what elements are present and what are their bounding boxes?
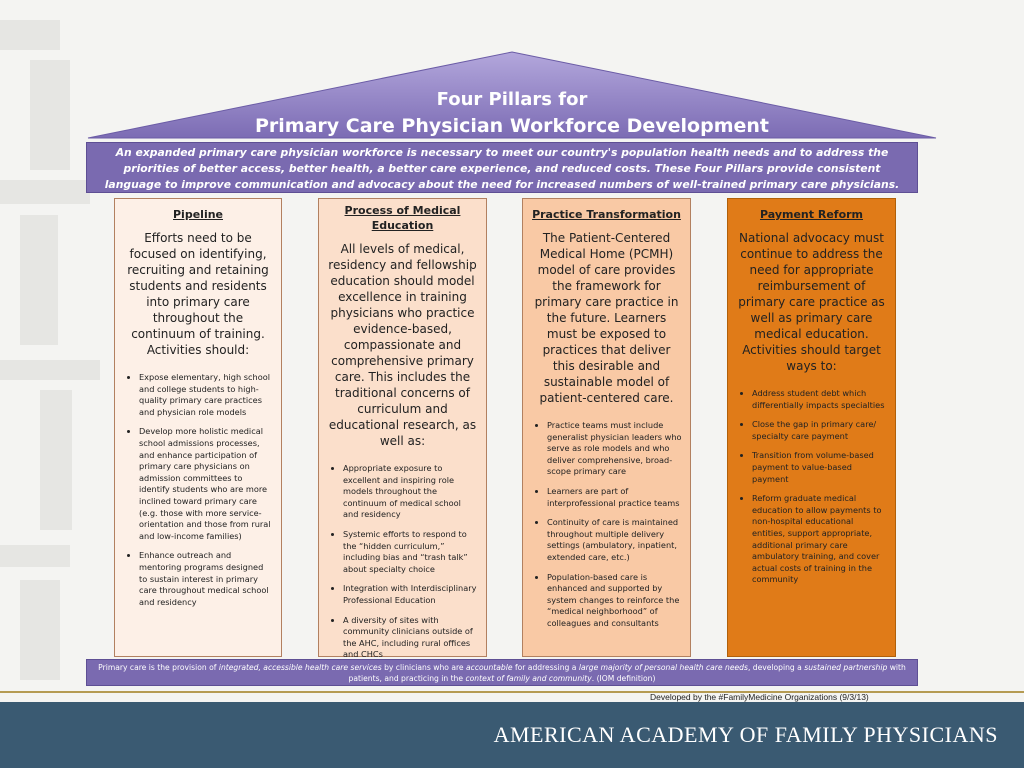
pillar-process-of-medical-education	[318, 198, 487, 660]
pillar-intro: All levels of medical, residency and fellowship education should model excellence in training physicians who practice evidence-based, compassionate and comprehensive primary care. This includes the traditional concerns of curriculum and educational research, as well as:	[328, 242, 477, 448]
list-item: • Practice teams must include generalist physician leaders who serve as role models and who deliver comprehensive, broad-scope primary care	[547, 420, 682, 478]
list-item: • Address student debt which differentially impacts specialties	[752, 388, 887, 411]
list-item: • Enhance outreach and mentoring programs designed to sustain interest in primary care throughout medical school and residency	[139, 550, 273, 608]
title-line-1: Four Pillars for	[436, 89, 588, 110]
list-item: • Population-based care is enhanced and supported by system changes to reinforce the “medical neighborhood” of colleagues and consultants	[547, 572, 682, 630]
pillar-intro: The Patient-Centered Medical Home (PCMH) model of care provides the framework for primary care practice in the future. Learners must be exposed to practices that deliver this desirable and sustainable model of patient-centered care.	[534, 231, 679, 405]
definition-text: for addressing a	[512, 663, 579, 672]
credit-text: Developed by the #FamilyMedicine Organizations (9/3/13)	[650, 692, 869, 702]
pillar-bullets	[531, 420, 682, 630]
pillar-title: Payment Reform	[759, 208, 864, 221]
divider-line	[0, 691, 1024, 693]
list-item: • Appropriate exposure to excellent and inspiring role models throughout the continuum of medical school and residency	[343, 463, 478, 521]
definition-text: sustained partnership	[804, 663, 888, 672]
diagram-title	[0, 86, 1024, 140]
definition-text: large majority of personal health care needs	[578, 663, 748, 672]
mission-banner: An expanded primary care physician workforce is necessary to meet our country's population health needs and to address the priorities of better access, better health, a better care experience, and reduced costs. These Four Pillars provide consistent language to improve communication and advocacy about the need for increased numbers of well-trained primary care physicians.	[86, 142, 918, 193]
list-item: • Reform graduate medical education to allow payments to non-hospital educational entities, support appropriate, additional primary care ambulatory training, and cover actual costs of training in the community	[752, 493, 887, 586]
list-item: • Continuity of care is maintained throughout multiple delivery settings (ambulatory, inpatient, extended care, etc.)	[547, 517, 682, 563]
list-item: • Develop more holistic medical school admissions processes, and enhance participation of primary care physicians on admission committees to identify students who are more inclined toward primary care (e.g. those with more service-orientation and those from rural and low-income families)	[139, 426, 273, 542]
pillar-intro: National advocacy must continue to address the need for appropriate reimbursement of primary care practice as well as primary care medical education. Activities should target ways to:	[738, 231, 885, 373]
list-item: • Learners are part of interprofessional practice teams	[547, 486, 682, 509]
pillar-pipeline	[114, 198, 282, 657]
definition-text: , developing a	[747, 663, 805, 672]
list-item: • Transition from volume-based payment to value-based payment	[752, 450, 887, 485]
definition-text: . (IOM definition)	[591, 674, 656, 683]
list-item: • Systemic efforts to respond to the “hidden curriculum,” including bias and “trash talk” about specialty choice	[343, 529, 478, 575]
pillar-practice-transformation	[522, 198, 691, 657]
pillar-payment-reform	[727, 198, 896, 657]
list-item: • Close the gap in primary care/ specialty care payment	[752, 419, 887, 442]
definition-text: integrated, accessible health care services	[218, 663, 382, 672]
pillar-bullets	[736, 388, 887, 586]
definition-text: Primary care is the provision of	[98, 663, 219, 672]
list-item: • Expose elementary, high school and college students to high-quality primary care practices and physician role models	[139, 372, 273, 418]
primary-care-definition	[86, 659, 918, 686]
list-item: • A diversity of sites with community clinicians outside of the AHC, including rural offices and CHCs	[343, 615, 478, 661]
pillar-title: Process of Medical Education	[344, 204, 461, 232]
pillar-title: Pipeline	[173, 208, 223, 221]
definition-text: context of family and community	[465, 674, 592, 683]
definition-text: with patients, and practicing in the	[348, 663, 906, 683]
organization-name: AMERICAN ACADEMY OF FAMILY PHYSICIANS	[493, 722, 998, 747]
definition-text: by clinicians who are	[381, 663, 467, 672]
list-item: • Integration with Interdisciplinary Professional Education	[343, 583, 478, 606]
pillar-title: Practice Transformation	[532, 208, 681, 221]
footer-bar	[0, 702, 1024, 768]
definition-text: accountable	[466, 663, 513, 672]
title-line-2: Primary Care Physician Workforce Development	[254, 115, 769, 137]
pillar-bullets	[123, 372, 273, 608]
pillar-bullets	[327, 463, 478, 661]
pillar-intro: Efforts need to be focused on identifying, recruiting and retaining students and residents into primary care throughout the continuum of training. Activities should:	[127, 231, 269, 357]
